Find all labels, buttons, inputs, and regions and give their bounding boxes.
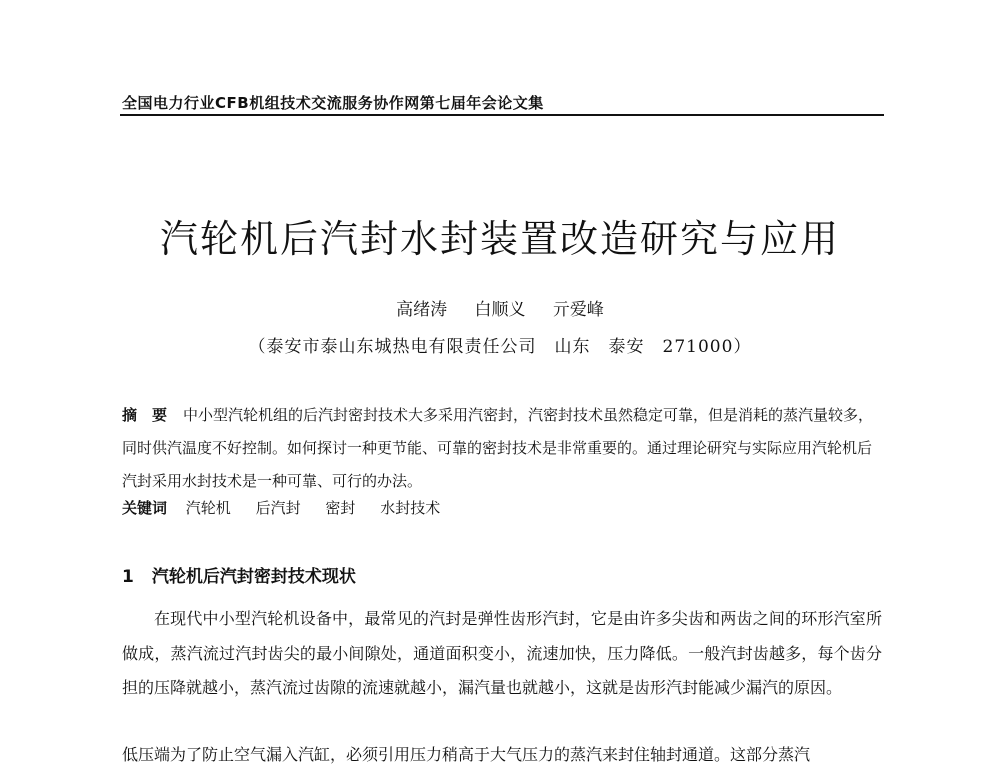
body-paragraph: 在现代中小型汽轮机设备中，最常见的汽封是弹性齿形汽封，它是由许多尖齿和两齿之间的环形汽室所做成，蒸汽流过汽封齿尖的最小间隙处，通道面积变小，流速加快，压力降低。一般汽封齿越多，每个齿分担的压降就越小，蒸汽流过齿隙的流速就越小，漏汽量也就越小，这就是齿形汽封能减少漏汽的原因。 [122,609,882,697]
keywords-label: 关键词 [122,499,168,517]
author-name: 高绪涛 [396,300,448,320]
abstract-text: 中小型汽轮机组的后汽封密封技术大多采用汽密封，汽密封技术虽然稳定可靠，但是消耗的蒸汽量较多，同时供汽温度不好控制。如何探讨一种更节能、可靠的密封技术是非常重要的。通过理论研究与实际应用汽轮机后汽封采用水封技术是一种可靠、可行的办法。 [122,406,874,490]
section-heading [122,562,882,587]
header-rule [120,114,884,116]
keyword: 水封技术 [380,499,441,517]
running-header: 全国电力行业CFB机组技术交流服务协作网第七届年会论文集 [122,94,544,112]
section-title: 汽轮机后汽封密封技术现状 [151,567,356,587]
body-paragraph: 低压端为了防止空气漏入汽缸，必须引用压力稍高于大气压力的蒸汽来封住轴封通道。这部分蒸汽 [122,745,811,764]
section-number: 1 [122,567,134,587]
abstract-label: 摘 要 [122,406,168,424]
author-name: 白顺义 [474,300,526,320]
keywords [122,497,882,518]
author-name: 亓爱峰 [552,300,604,320]
abstract [122,399,882,498]
author-affiliation: （泰安市泰山东城热电有限责任公司 山东 泰安 271000） [248,337,752,357]
keyword: 密封 [325,499,356,517]
keyword: 后汽封 [255,499,301,517]
keyword: 汽轮机 [185,499,231,517]
author-list [0,295,1000,320]
paper-title: 汽轮机后汽封水封装置改造研究与应用 [159,217,840,261]
